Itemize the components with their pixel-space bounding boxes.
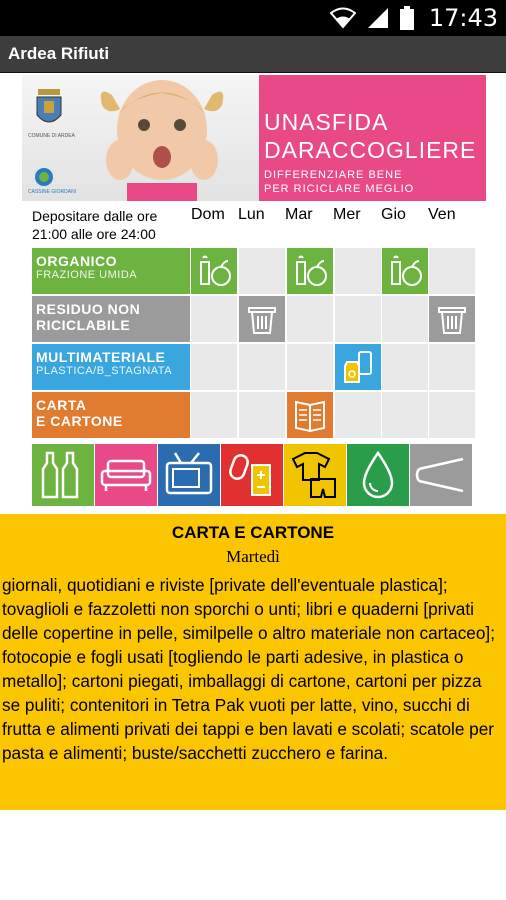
promo-banner [22,75,486,201]
row-label-sub: E CARTONE [36,413,123,429]
company-logo-icon [34,167,54,187]
row-label-title: ORGANICO [36,253,117,269]
crest-label: COMUNE DI ARDEA [28,133,75,139]
cell-residuo-lun[interactable] [239,296,285,342]
info-day: Martedì [226,547,280,566]
row-label-title: RESIDUO NON [36,301,141,317]
day-header: Lun [238,206,265,223]
day-header: Mer [333,206,361,223]
day-header: Dom [191,206,225,223]
trash-bin-icon [435,302,469,336]
battery-icon [400,6,414,30]
cell-organico-mer[interactable] [335,248,381,294]
row-label-carta[interactable] [32,392,190,438]
other-waste-icon [415,449,467,501]
cell-multimateriale-gio[interactable] [382,344,428,390]
cell-carta-lun[interactable] [239,392,285,438]
info-body: giornali, quotidiani e riviste [private dell'eventuale plastica]; tovaglioli e fazzoletti non sporchi o unti; libri e quaderni [privati delle copertine in pelle, similpelle o altro materiale non cartaceo]; fotocopie e fogli usati [togliendo le parti adesive, in plastica o metallo]; cartoni piegati, imballaggi di cartone, cartoni per pizza se puliti; contenitori in Tetra Pak vuoti per latte, vino, succhi di frutta e alimenti privati dei tappi e ben lavati e scolati; scatole per pasta e alimenti; buste/sacchetti zucchero e farina. [2,575,495,763]
category-furniture[interactable] [95,444,157,506]
cell-organico-lun[interactable] [239,248,285,294]
status-bar [0,0,506,36]
info-title: CARTA E CARTONE [171,523,335,542]
category-other[interactable] [410,444,472,506]
day-header: Mar [285,206,313,223]
cell-residuo-mar[interactable] [287,296,333,342]
clothes-icon [289,449,341,501]
day-header: Gio [381,206,406,223]
banner-slogan [259,75,486,201]
cell-residuo-gio[interactable] [382,296,428,342]
row-label-residuo[interactable] [32,296,190,342]
category-batteries[interactable] [221,444,283,506]
category-clothes[interactable] [284,444,346,506]
glass-bottles-icon [37,449,89,501]
banner-line1: UNASFIDA [264,109,389,135]
municipality-crest-icon [34,85,64,131]
category-bar [32,444,472,506]
wifi-icon [330,7,356,29]
oil-drop-icon [352,449,404,501]
cell-residuo-mer[interactable] [335,296,381,342]
electronics-icon [163,449,215,501]
sofa-icon [100,449,152,501]
cell-multimateriale-ven[interactable] [429,344,475,390]
cell-multimateriale-lun[interactable] [239,344,285,390]
batteries-medicines-icon [226,449,278,501]
row-label-title: MULTIMATERIALE [36,349,166,365]
row-label-sub: FRAZIONE UMIDA [36,269,138,281]
cell-multimateriale-mar[interactable] [287,344,333,390]
cell-organico-ven[interactable] [429,248,475,294]
row-label-sub: PLASTICA/B_STAGNATA [36,365,173,377]
trash-bin-icon [245,302,279,336]
cell-multimateriale-mer[interactable] [335,344,381,390]
banner-line3: DIFFERENZIARE BENE [264,169,403,181]
cell-organico-mar[interactable] [287,248,333,294]
cell-carta-mar[interactable] [287,392,333,438]
cell-carta-ven[interactable] [429,392,475,438]
cell-residuo-ven[interactable] [429,296,475,342]
category-electronics[interactable] [158,444,220,506]
cell-organico-dom[interactable] [191,248,237,294]
banner-photo-area [22,75,259,201]
company-label: CASSINE GIORDANI [28,189,77,195]
app-title: Ardea Rifiuti [8,44,110,63]
status-icons [330,6,414,30]
row-label-multimateriale[interactable] [32,344,190,390]
banner-line2: DARACCOGLIERE [264,137,477,163]
row-label-organico[interactable] [32,248,190,294]
signal-icon [366,7,390,29]
action-bar [0,36,506,73]
category-glass[interactable] [32,444,94,506]
cell-multimateriale-dom[interactable] [191,344,237,390]
status-time: 17:43 [428,4,498,32]
organic-icon [197,254,231,288]
bottle-can-icon [341,350,375,384]
category-oil[interactable] [347,444,409,506]
paper-icon [293,398,327,432]
cell-organico-gio[interactable] [382,248,428,294]
info-panel [0,514,506,810]
deposit-hours: Depositare dalle ore 21:00 alle ore 24:00 [32,208,158,242]
row-label-title: CARTA [36,397,87,413]
day-header: Ven [428,206,456,223]
child-photo-icon [92,75,232,201]
cell-residuo-dom[interactable] [191,296,237,342]
cell-carta-gio[interactable] [382,392,428,438]
cell-carta-mer[interactable] [335,392,381,438]
row-label-sub: RICICLABILE [36,317,131,333]
banner-line4: PER RICICLARE MEGLIO [264,183,415,195]
organic-icon [293,254,327,288]
cell-carta-dom[interactable] [191,392,237,438]
organic-icon [388,254,422,288]
